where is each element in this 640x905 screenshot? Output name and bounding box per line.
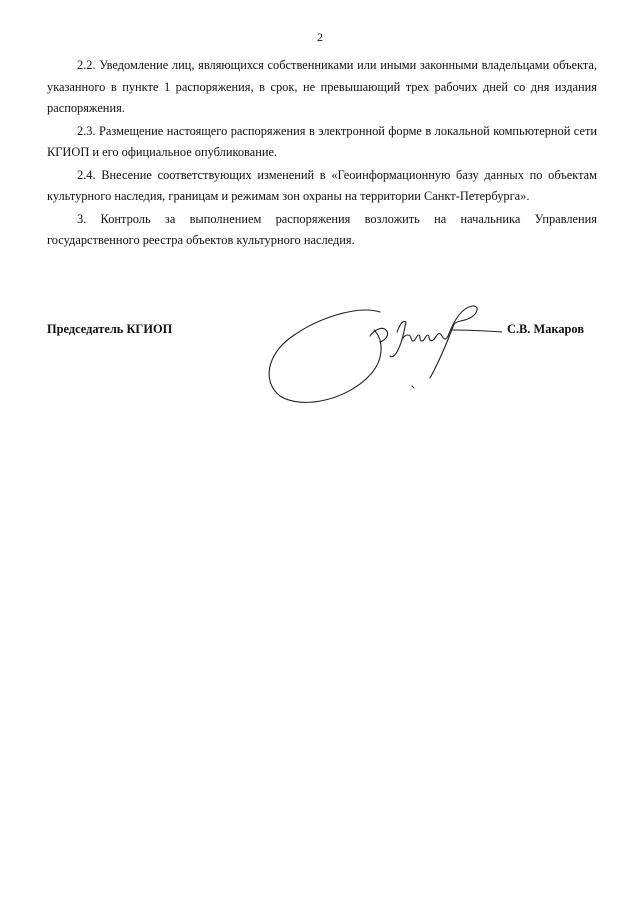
paragraph-2-4: 2.4. Внесение соответствующих изменений в «Геоинформационную базу данных по объектам культурного наследия, границам и режимам зон охраны на территории Санкт-Петербурга». — [47, 167, 597, 203]
signer-name: С.В. Макаров — [507, 322, 585, 336]
signature-block — [0, 300, 640, 420]
paragraph-2-2: 2.2. Уведомление лиц, являющихся собственниками или иными законными владельцами объекта, указанного в пункте 1 распоряжения, в срок, не превышающий трех рабочих дней со дня издания распоряжения. — [47, 58, 597, 115]
paragraph-2-3: 2.3. Размещение настоящего распоряжения в электронной форме в локальной компьютерной сети КГИОП и его официальное опубликование. — [47, 123, 597, 159]
document-body — [47, 55, 597, 252]
signer-position: Председатель КГИОП — [47, 322, 173, 336]
handwritten-signature-icon — [262, 300, 502, 410]
paragraph-3: 3. Контроль за выполнением распоряжения возложить на начальника Управления государственного реестра объектов культурного наследия. — [47, 211, 597, 247]
page-number: 2 — [317, 30, 323, 44]
